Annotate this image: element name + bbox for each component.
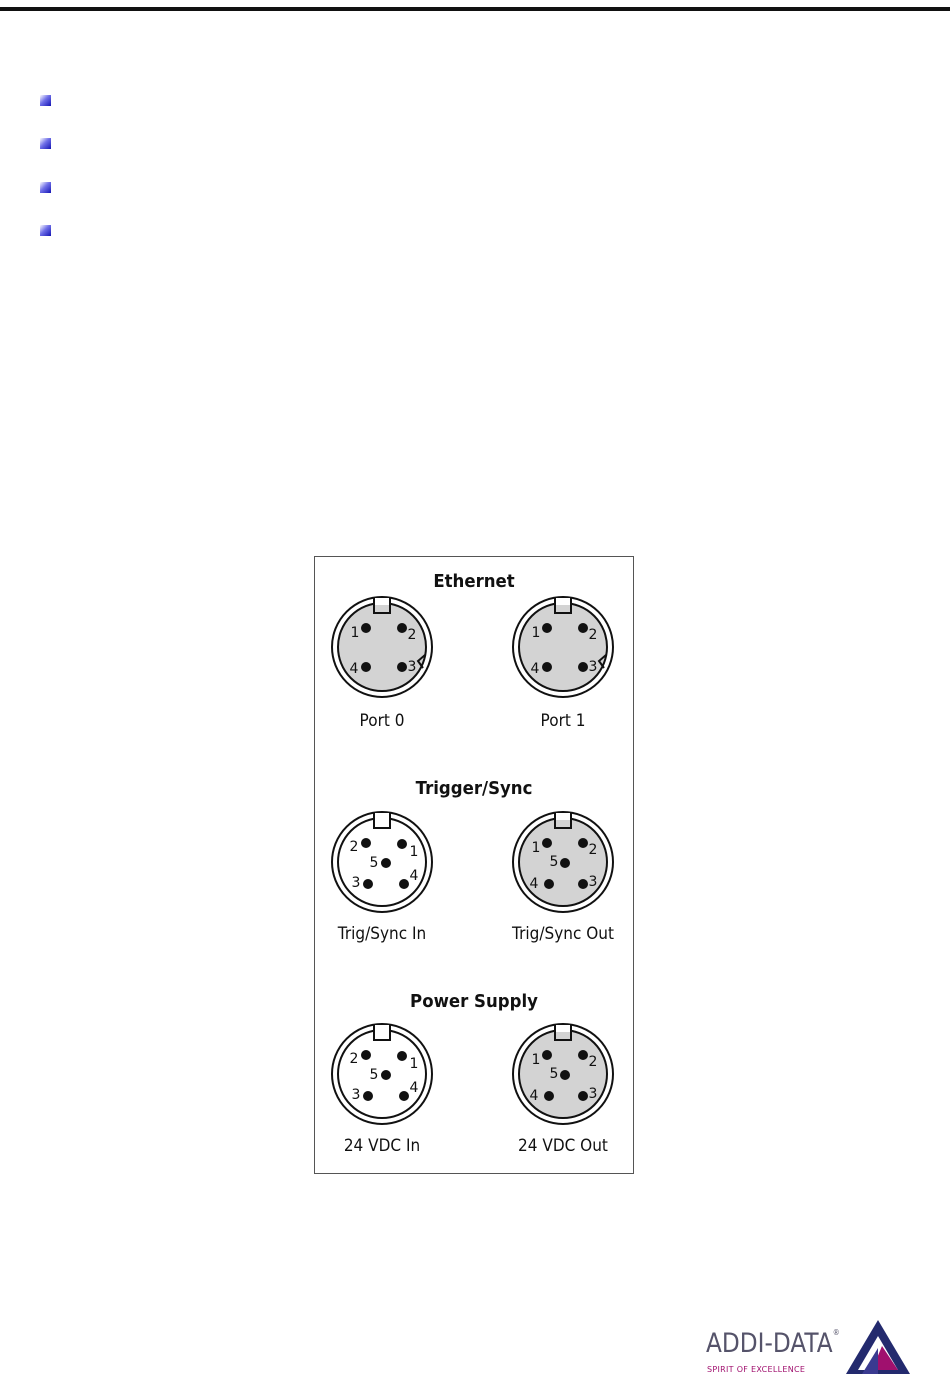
section-title-power-supply: Power Supply <box>410 991 538 1012</box>
pin-1-dot <box>361 623 371 633</box>
connector-socket-icon <box>511 810 615 914</box>
connector-port-0 <box>330 595 434 699</box>
pin-4-dot <box>544 879 554 889</box>
pin-2-label: 2 <box>349 839 359 855</box>
pin-5-dot <box>381 1070 391 1080</box>
bullet-icon <box>40 225 51 236</box>
pin-2-label: 2 <box>588 627 598 643</box>
connector-label: 24 VDC Out <box>518 1136 608 1156</box>
connector-label: 24 VDC In <box>343 1136 421 1156</box>
connector-label: Port 1 <box>540 711 586 731</box>
pin-2-label: 2 <box>588 1054 598 1070</box>
pin-3-dot <box>363 1091 373 1101</box>
logo-wordmark: ADDI-DATA® <box>706 1328 840 1359</box>
pin-2-label: 2 <box>588 842 598 858</box>
pin-2-label: 2 <box>349 1051 359 1067</box>
pin-4-dot <box>361 662 371 672</box>
pin-5-label: 5 <box>549 854 559 870</box>
pin-4-label: 4 <box>530 661 540 677</box>
connector-port-1 <box>511 595 615 699</box>
addi-data-logo <box>706 1318 916 1378</box>
pin-5-label: 5 <box>549 1066 559 1082</box>
pin-3-label: 3 <box>588 659 598 675</box>
pin-2-dot <box>361 1050 371 1060</box>
section-title-trigger-sync: Trigger/Sync <box>415 778 533 799</box>
logo-tagline: SPIRIT OF EXCELLENCE <box>707 1365 806 1374</box>
pin-4-label: 4 <box>529 1088 539 1104</box>
connector-trig-sync-in <box>330 810 434 914</box>
pin-1-label: 1 <box>531 840 541 856</box>
pin-2-dot <box>361 838 371 848</box>
pin-3-label: 3 <box>588 1086 598 1102</box>
pin-2-label: 2 <box>407 627 417 643</box>
pin-1-label: 1 <box>531 625 541 641</box>
pin-1-label: 1 <box>350 625 360 641</box>
pin-3-dot <box>578 662 588 672</box>
connector-socket-icon <box>330 595 434 699</box>
pin-1-label: 1 <box>409 1056 419 1072</box>
connector-24vdc-in <box>330 1022 434 1126</box>
pin-3-label: 3 <box>351 875 361 891</box>
bullet-icon <box>40 95 51 106</box>
pin-3-dot <box>578 879 588 889</box>
pin-4-dot <box>544 1091 554 1101</box>
header-rule <box>0 7 950 11</box>
connector-socket-icon <box>330 1022 434 1126</box>
pin-4-label: 4 <box>349 661 359 677</box>
pin-3-dot <box>363 879 373 889</box>
pin-1-label: 1 <box>409 844 419 860</box>
pin-5-label: 5 <box>369 855 379 871</box>
connector-socket-icon <box>330 810 434 914</box>
pin-1-label: 1 <box>531 1052 541 1068</box>
connector-24vdc-out <box>511 1022 615 1126</box>
pin-4-dot <box>399 879 409 889</box>
pin-4-label: 4 <box>409 868 419 884</box>
pin-1-dot <box>542 1050 552 1060</box>
pin-3-dot <box>578 1091 588 1101</box>
connector-label: Port 0 <box>359 711 405 731</box>
pin-3-label: 3 <box>588 874 598 890</box>
pin-5-dot <box>381 858 391 868</box>
pin-4-dot <box>542 662 552 672</box>
pin-4-label: 4 <box>409 1080 419 1096</box>
logo-triangle-icon <box>844 1318 912 1376</box>
connector-socket-icon <box>511 595 615 699</box>
bullet-icon <box>40 138 51 149</box>
section-title-ethernet: Ethernet <box>433 571 515 592</box>
pin-3-label: 3 <box>407 659 417 675</box>
pin-5-dot <box>560 1070 570 1080</box>
pin-3-label: 3 <box>351 1087 361 1103</box>
pin-1-dot <box>397 839 407 849</box>
bullet-icon <box>40 182 51 193</box>
pin-1-dot <box>542 838 552 848</box>
connector-label: Trig/Sync In <box>337 924 427 944</box>
pin-3-dot <box>397 662 407 672</box>
connector-trig-sync-out <box>511 810 615 914</box>
connector-diagram <box>314 556 634 1174</box>
connector-label: Trig/Sync Out <box>511 924 614 944</box>
pin-1-dot <box>542 623 552 633</box>
pin-2-dot <box>578 838 588 848</box>
pin-5-dot <box>560 858 570 868</box>
connector-socket-icon <box>511 1022 615 1126</box>
pin-4-dot <box>399 1091 409 1101</box>
pin-4-label: 4 <box>529 876 539 892</box>
pin-2-dot <box>397 623 407 633</box>
pin-5-label: 5 <box>369 1067 379 1083</box>
pin-2-dot <box>578 1050 588 1060</box>
pin-1-dot <box>397 1051 407 1061</box>
pin-2-dot <box>578 623 588 633</box>
